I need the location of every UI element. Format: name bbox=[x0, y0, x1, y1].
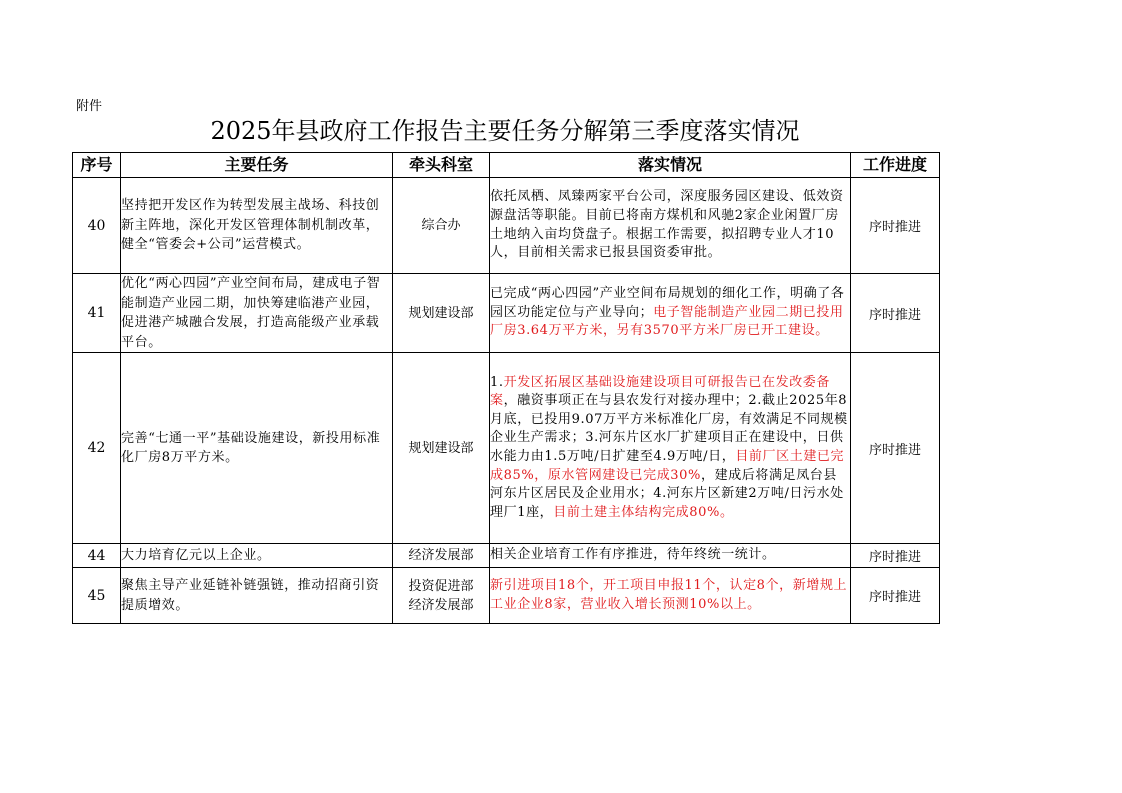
work-progress: 序时推进 bbox=[851, 568, 940, 624]
implementation-status bbox=[490, 274, 851, 353]
status-text: 1. bbox=[490, 374, 504, 390]
status-text: 已完成“两心四园”产业空间布局规划的细化工作，明确了各园区功能定位与产业导向； bbox=[490, 286, 845, 320]
table-body bbox=[73, 178, 940, 624]
department-name: 投资促进部 bbox=[408, 578, 474, 594]
row-number: 44 bbox=[73, 544, 121, 568]
attachment-label: 附件 bbox=[76, 99, 103, 114]
table-row bbox=[73, 544, 940, 568]
main-task: 聚焦主导产业延链补链强链，推动招商引资提质增效。 bbox=[121, 568, 393, 624]
header-task: 主要任务 bbox=[121, 153, 393, 178]
row-number: 42 bbox=[73, 353, 121, 544]
task-table bbox=[72, 152, 940, 624]
lead-department bbox=[393, 568, 490, 624]
row-number: 45 bbox=[73, 568, 121, 624]
department-name: 规划建设部 bbox=[408, 440, 474, 456]
table-row bbox=[73, 568, 940, 624]
row-number: 41 bbox=[73, 274, 121, 353]
department-name: 经济发展部 bbox=[408, 597, 474, 613]
implementation-status bbox=[490, 178, 851, 274]
department-name: 综合办 bbox=[421, 218, 461, 233]
main-task: 优化“两心四园”产业空间布局，建成电子智能制造产业园二期，加快筹建临港产业园，促进港产城融合发展，打造高能级产业承载平台。 bbox=[121, 274, 393, 353]
table-row bbox=[73, 274, 940, 353]
header-no: 序号 bbox=[73, 153, 121, 178]
lead-department bbox=[393, 544, 490, 568]
status-text: 依托凤栖、凤臻两家平台公司，深度服务园区建设、低效资源盘活等职能。目前已将南方煤机和风驰2家企业闲置厂房土地纳入亩均贷盘子。根据工作需要，拟招聘专业人才10人，目前相关需求已报县国资委审批。 bbox=[490, 189, 844, 261]
table-row bbox=[73, 178, 940, 274]
main-task: 坚持把开发区作为转型发展主战场、科技创新主阵地，深化开发区管理体制机制改革，健全“管委会+公司”运营模式。 bbox=[121, 178, 393, 274]
department-name: 经济发展部 bbox=[408, 548, 474, 563]
table-row bbox=[73, 353, 940, 544]
implementation-status bbox=[490, 544, 851, 568]
work-progress: 序时推进 bbox=[851, 178, 940, 274]
status-text: ，建成后将满足凤台县河东片区居民及企业用水；4.河东片区新建2万吨/日污水处理厂1座， bbox=[490, 467, 844, 520]
work-progress: 序时推进 bbox=[851, 274, 940, 353]
lead-department bbox=[393, 178, 490, 274]
work-progress: 序时推进 bbox=[851, 544, 940, 568]
header-dept: 牵头科室 bbox=[393, 153, 490, 178]
main-task: 完善“七通一平”基础设施建设，新投用标准化厂房8万平方米。 bbox=[121, 353, 393, 544]
header-progress: 工作进度 bbox=[851, 153, 940, 178]
table-header-row bbox=[73, 153, 940, 178]
row-number: 40 bbox=[73, 178, 121, 274]
lead-department bbox=[393, 274, 490, 353]
status-highlight-text: 目前厂区土建已完成85%，原水管网建设已完成30% bbox=[490, 449, 845, 483]
lead-department bbox=[393, 353, 490, 544]
work-progress: 序时推进 bbox=[851, 353, 940, 544]
implementation-status bbox=[490, 568, 851, 624]
implementation-status bbox=[490, 353, 851, 544]
document-title: 2025年县政府工作报告主要任务分解第三季度落实情况 bbox=[210, 117, 800, 145]
status-highlight-text: 目前土建主体结构完成80%。 bbox=[553, 504, 734, 520]
status-highlight-text: 新引进项目18个，开工项目申报11个，认定8个，新增规上工业企业8家，营业收入增长预测10%以上。 bbox=[490, 577, 848, 612]
status-highlight-text: 电子智能制造产业园二期已投用厂房3.64万平方米，另有3570平方米厂房已开工建设。 bbox=[490, 304, 844, 339]
status-highlight-text: 开发区拓展区基础设施建设项目可研报告已在发改委备案 bbox=[490, 374, 831, 409]
status-text: 相关企业培育工作有序推进，待年终统一统计。 bbox=[490, 547, 776, 563]
main-task: 大力培育亿元以上企业。 bbox=[121, 544, 393, 568]
department-name: 规划建设部 bbox=[408, 305, 474, 321]
status-text: ，融资事项正在与县农发行对接办理中；2.截止2025年8月底，已投用9.07万平方米标准化厂房，有效满足不同规模企业生产需求；3.河东片区水厂扩建项目正在建设中，日供水能力由1.5万吨/日扩建至4.9万吨/日， bbox=[490, 393, 848, 464]
header-status: 落实情况 bbox=[490, 153, 851, 178]
